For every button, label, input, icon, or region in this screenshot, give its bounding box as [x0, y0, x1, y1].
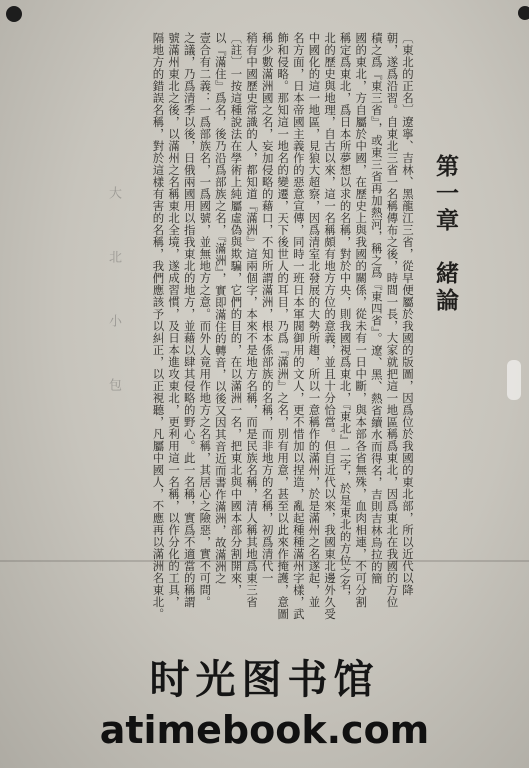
- text-column: 北的歷史與地理，自古以來，這一名稱頗有地方方位的意義，並且十分恰當。但自近代以來，我國東北邊外久受: [323, 32, 338, 620]
- text-column: 名方面，日本帝國主義作的惡意宣傳，同時一班日本軍閥御用的文人，更不惜加以捏造，亂起種種滿州字樣，武: [291, 32, 306, 620]
- text-column: 以『滿住』爲名，後乃沿爲部族之名，『滿洲』，實即滿住的轉音，以後又因其音近而書作滿洲，故滿洲之: [213, 32, 228, 585]
- binding-hole-right: [518, 6, 529, 20]
- chapter-number: 第一章: [432, 154, 459, 235]
- text-column: 隔地方的錯誤名稱，對於這樣有害的名稱，我們應該予以糾正，以正視聽，凡屬中國人，不應再以滿洲名東北。: [151, 32, 166, 620]
- text-column: 稱少數滿洲國之名，妄加侵略的藉口，不知所謂滿洲，根本係部族的名稱，而非地方的名稱，初爲清代一: [260, 32, 275, 584]
- watermark-chinese: 时光图书馆: [149, 657, 380, 703]
- paper-tear: [507, 360, 521, 400]
- text-column: 積之爲『東三省』，或東三省再加熱河，稱之爲『東四省』。遼、黑、熱省續水而得名，吉則吉林烏拉的簡: [369, 32, 384, 585]
- text-column: 中國化的這一地區，見狼大超察，因爲清室北發展的大勢所趨，所以一意稱作的滿州，於是滿州之名遂起，並: [307, 32, 322, 608]
- text-column: 國的東北，方自屬於中國，在歷史上與我國的關係，從未有一日中斷，與本部各省無殊，血肉相連，不可分割: [354, 32, 369, 608]
- text-column: 朝，遂爲沿習。自東北三省一名稱傳布之後，時間一長，大家就把這一地區稱爲東北，因爲東北在我國的方位: [385, 32, 400, 608]
- watermark-url: atimebook.com: [99, 708, 430, 752]
- text-column: 壹合有二義：一爲部族名，一爲國號，並無地方之意。而外人竟用作地方之名稱，其居心之險惡，實不可問。: [198, 32, 213, 608]
- text-column: 稍有中國歷史常識的人，都知道『滿洲』這兩個字，本來不是地方名稱，而是民族名稱，清人稱其地爲東三省: [245, 32, 260, 608]
- faint-stamp-text: 大 北 小 包: [106, 186, 121, 409]
- vertical-text-body: [92, 32, 468, 672]
- binding-hole-top: [6, 6, 22, 22]
- text-column: 號滿州東北之後，以滿州之名稱東北全境，遂成習慣，及日本進攻東北，更利用這一名稱，以作分化的工具，: [167, 32, 182, 608]
- chapter-title: 緒論: [432, 261, 459, 315]
- text-column: 〔東北的正名〕遼寧、吉林、黑龍江三省，從早便屬於我國的版圖，因爲位於我國的東北部，所以近代以降: [401, 32, 415, 596]
- chapter-heading: [429, 32, 462, 674]
- text-column: 之議，乃爲清季以後，日俄兩國用以指我東北的地方，並藉以肆其侵略的野心。此一名稱，實爲不適當的稱謂: [182, 32, 197, 608]
- text-column: 稱定爲東北，爲日本所夢想以求的名稱，對於中央，則我國視爲東北，『東北』二字，於是東北的方位之名，: [338, 32, 353, 603]
- text-column: 〔註〕一按這種說法在學術上純屬虛偽與欺騙，它們的目的，在以滿洲一名，把東北與中國本部分割開來，: [229, 32, 244, 596]
- text-column: 飾和侵略。那知這一地名的變遷，天下後世人的耳目，乃爲『滿洲』之名，別有用意，甚至以此來作掩護，意圖: [276, 32, 291, 620]
